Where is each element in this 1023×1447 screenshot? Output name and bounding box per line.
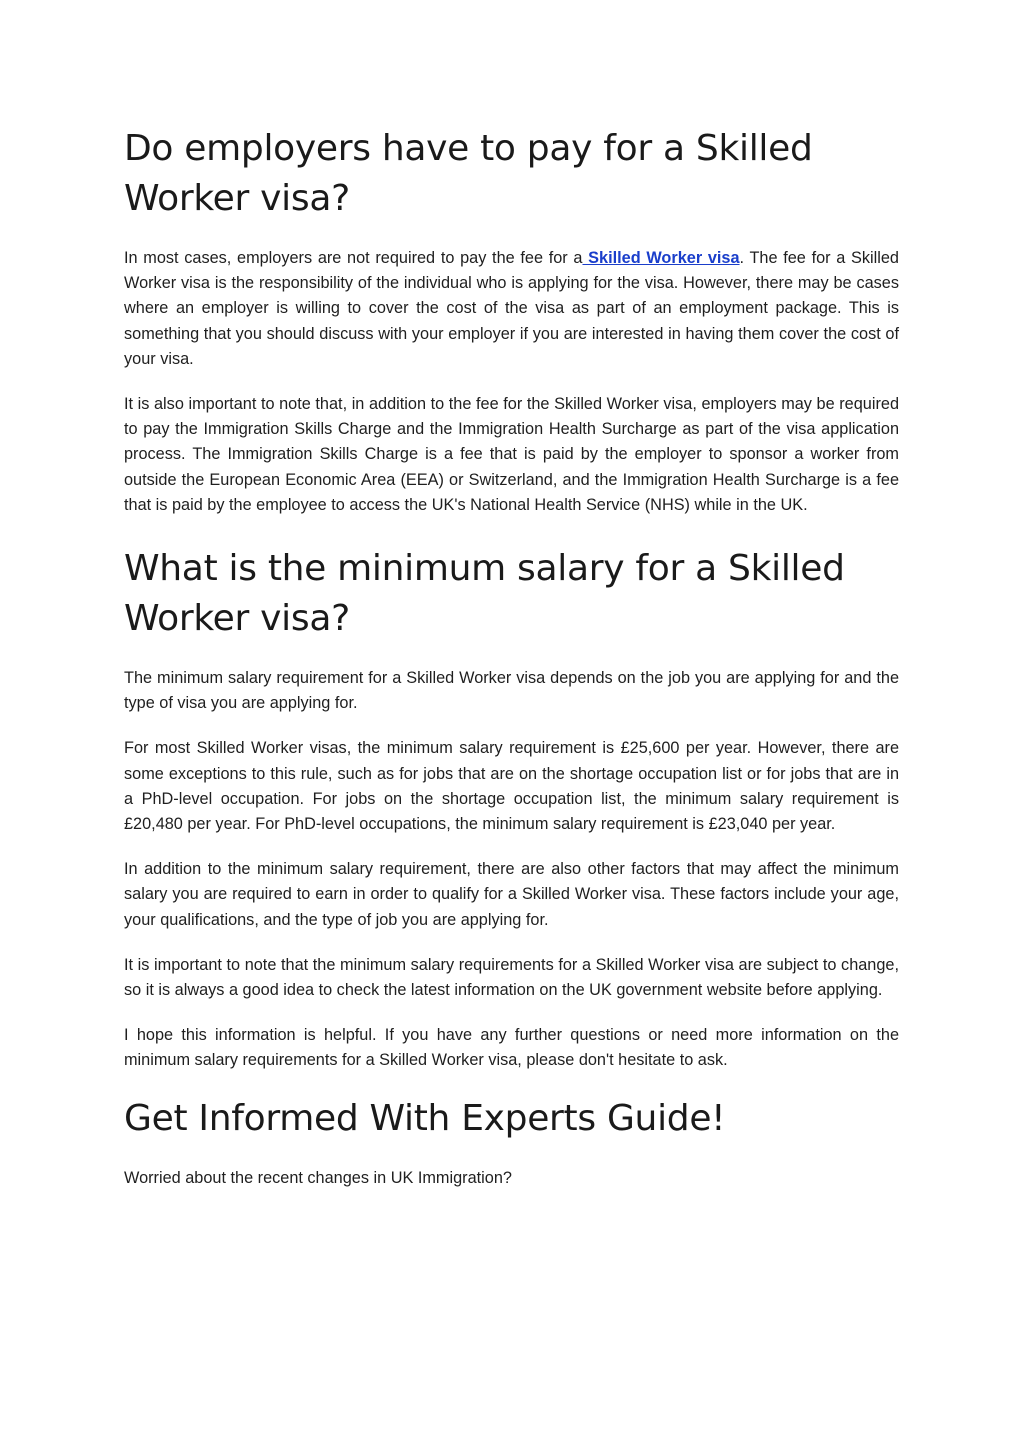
paragraph-text: In most cases, employers are not required to pay the fee for a xyxy=(124,249,583,267)
heading-minimum-salary: What is the minimum salary for a Skilled Worker visa? xyxy=(124,548,845,640)
paragraph-subject-to-change: It is important to note that the minimum salary requirements for a Skilled Worker visa are subject to change, so it is always a good idea to check the latest information on the UK government website before applying. xyxy=(124,955,899,1000)
document-page xyxy=(124,124,899,1191)
paragraph-employer-fee xyxy=(124,246,899,372)
heading-experts-guide: Get Informed With Experts Guide! xyxy=(124,1097,726,1139)
paragraph-salary-figures: For most Skilled Worker visas, the minimum salary requirement is £25,600 per year. However, there are some exceptions to this rule, such as for jobs that are on the shortage occupation list or for jobs that are in a PhD-level occupation. For jobs on the shortage occupation list, the minimum salary requirement is £20,480 per year. For PhD-level occupations, the minimum salary requirement is £23,040 per year. xyxy=(124,739,899,834)
paragraph-worried-changes: Worried about the recent changes in UK Immigration? xyxy=(124,1168,512,1187)
skilled-worker-visa-link[interactable]: Skilled Worker visa xyxy=(582,249,740,267)
heading-employers-pay: Do employers have to pay for a Skilled Worker visa? xyxy=(124,128,813,219)
paragraph-helpful-closing: I hope this information is helpful. If you have any further questions or need more information on the minimum salary requirements for a Skilled Worker visa, please don't hesitate to ask. xyxy=(124,1026,899,1070)
paragraph-text: . The fee for a Skilled Worker visa is the responsibility of the individual who is applying for the visa. However, there may be cases where an employer is willing to cover the cost of the visa as part of an employment package. This is something that you should discuss with your employer if you are interested in having them cover the cost of your visa. xyxy=(124,249,899,368)
paragraph-immigration-charges: It is also important to note that, in addition to the fee for the Skilled Worker visa, employers may be required to pay the Immigration Skills Charge and the Immigration Health Surcharge as part of the visa application process. The Immigration Skills Charge is a fee that is paid by the employer to sponsor a worker from outside the European Economic Area (EEA) or Switzerland, and the Immigration Health Surcharge is a fee that is paid by the employee to access the UK's National Health Service (NHS) while in the UK. xyxy=(124,395,899,514)
paragraph-other-factors: In addition to the minimum salary requirement, there are also other factors that may affect the minimum salary you are required to earn in order to qualify for a Skilled Worker visa. These factors include your age, your qualifications, and the type of job you are applying for. xyxy=(124,860,899,929)
paragraph-salary-depends: The minimum salary requirement for a Skilled Worker visa depends on the job you are applying for and the type of visa you are applying for. xyxy=(124,669,899,713)
